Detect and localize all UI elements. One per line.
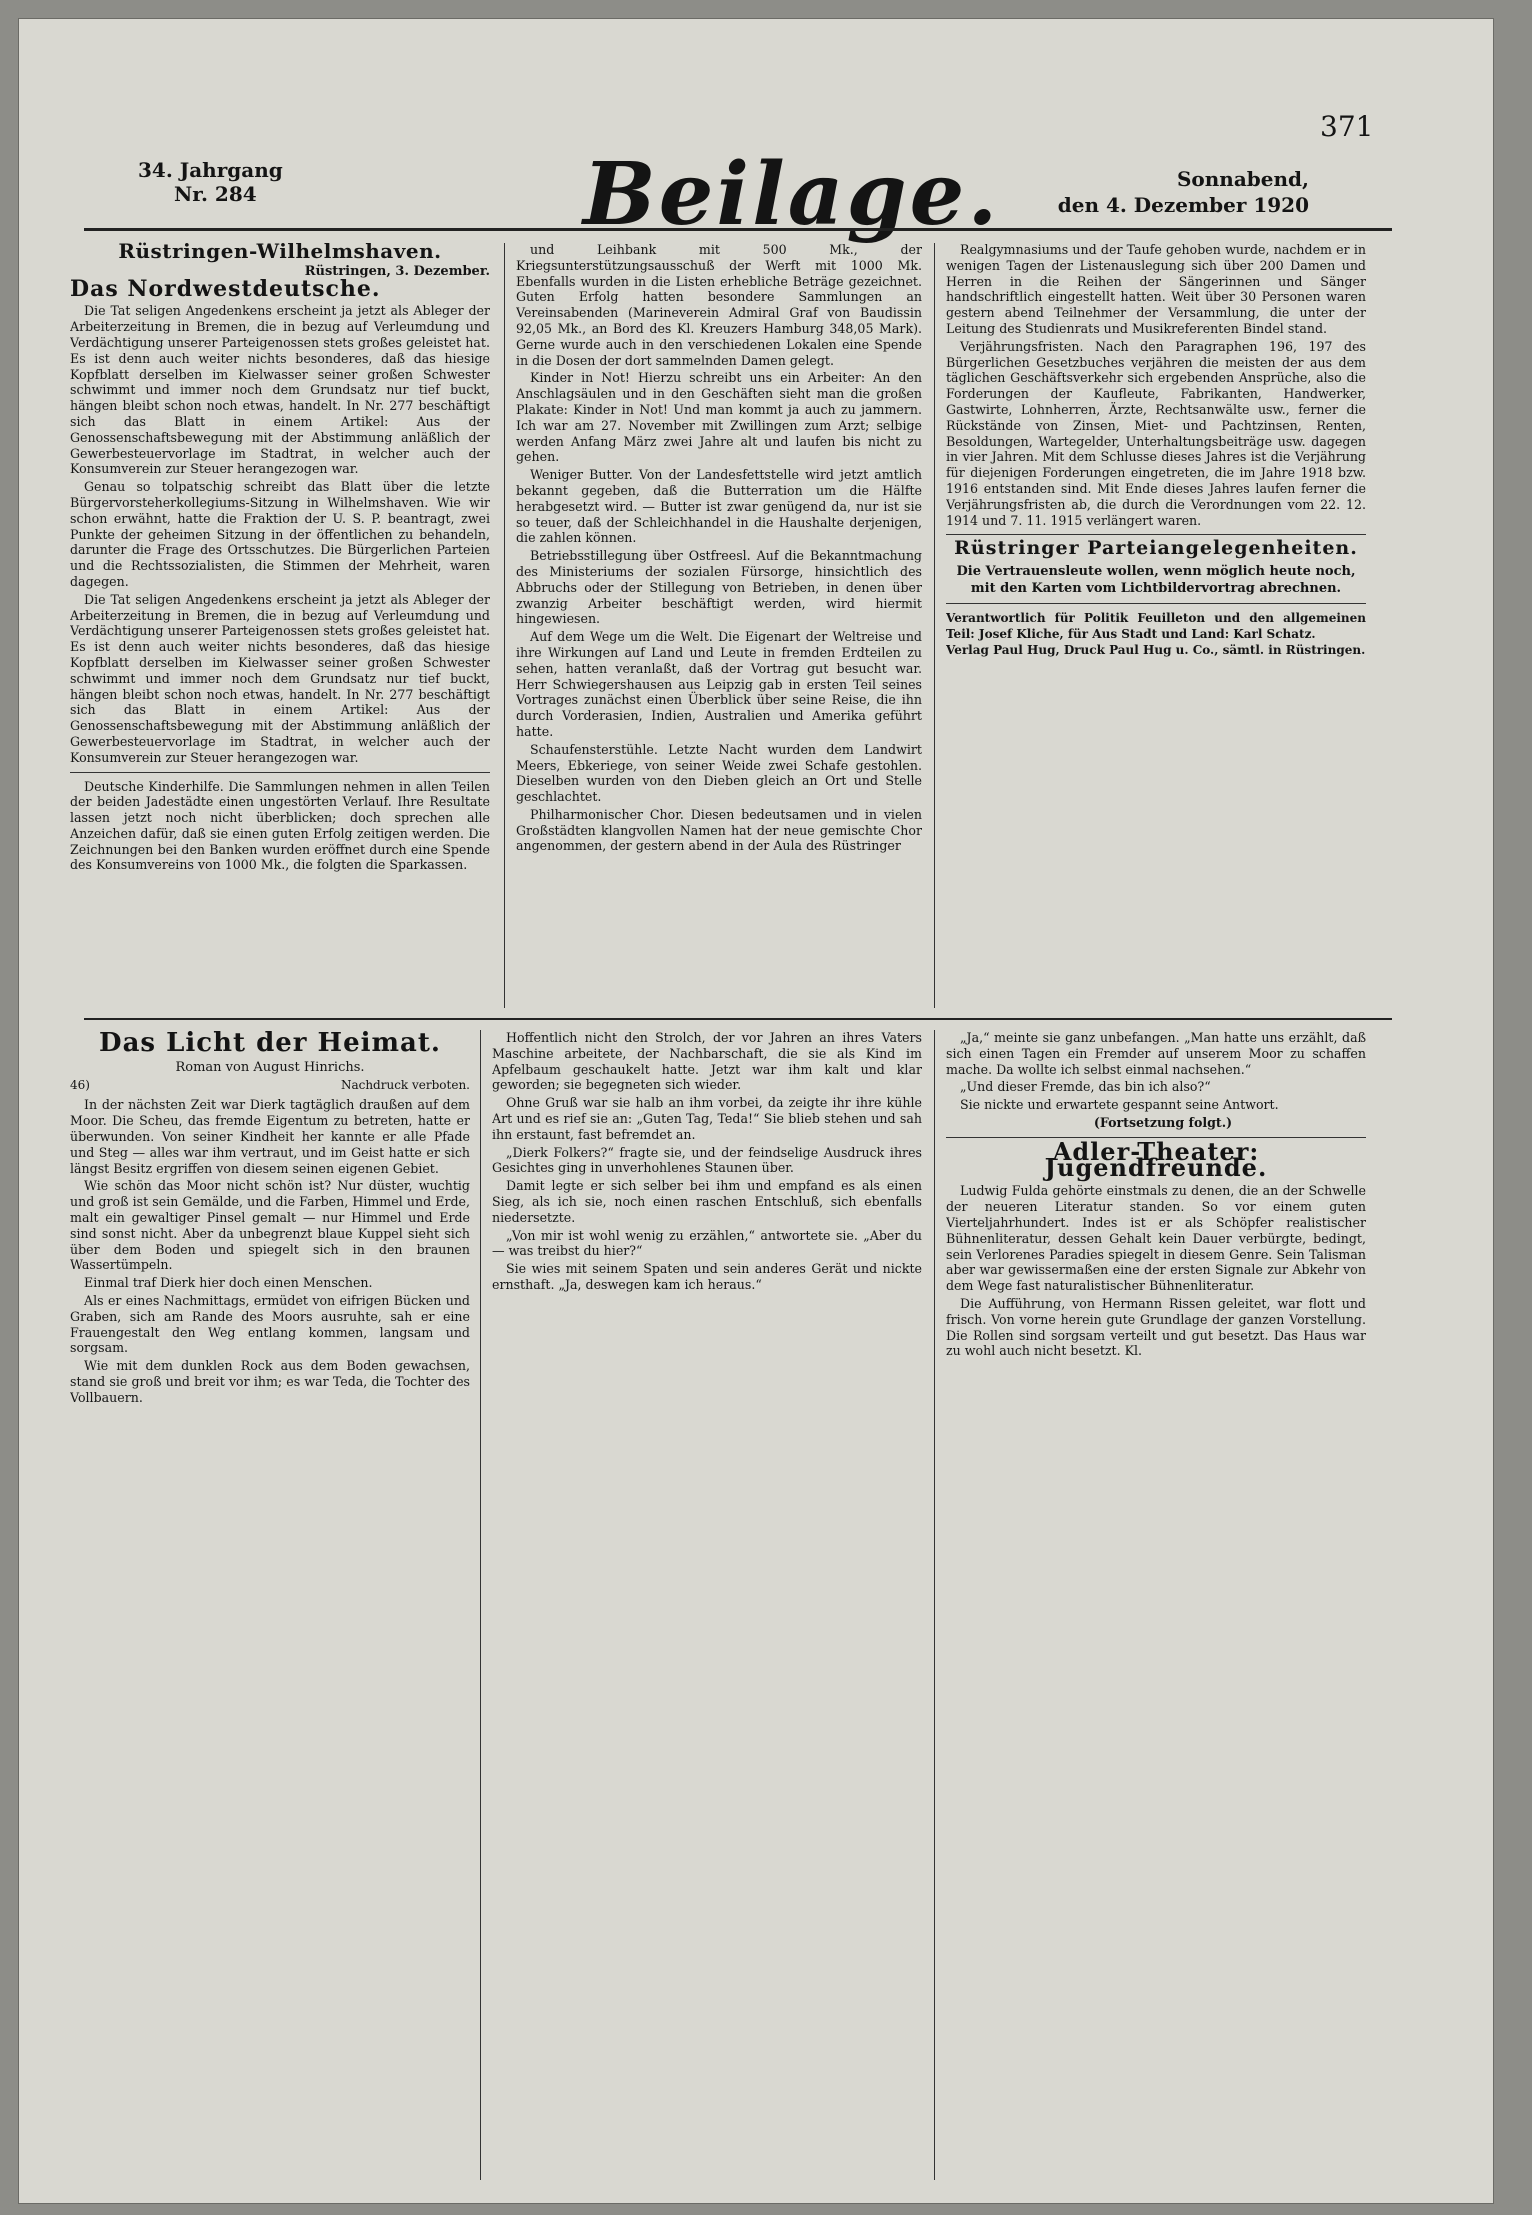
novel-paragraph: Sie nickte und erwartete gespannt seine Antwort. bbox=[960, 1097, 1279, 1113]
novel-paragraph: „Ja,“ meinte sie ganz unbefangen. „Man hatte uns erzählt, daß sich einen Tagen ein Fremder auf unserem Moor zu schaffen mache. Da wollte ich selbst einmal nachsehen.“ bbox=[946, 1030, 1366, 1077]
news-item: Weniger Butter. Von der Landesfettstelle wird jetzt amtlich bekannt gegeben, daß die Butterration um die Hälfte herabgesetzt wird. — Butter ist zwar genügend da, nur ist sie so teuer, daß der Schleichhandel in die Haushalte derjenigen, die zahlen können. bbox=[516, 467, 922, 546]
column-rule bbox=[934, 243, 935, 1008]
masthead-left bbox=[138, 158, 283, 206]
article-paragraph: Die Tat seligen Angedenkens erscheint ja jetzt als Ableger der Arbeiterzeitung in Bremen, die in bezug auf Verleumdung und Verdächtigung unserer Parteigenossen stets großes geleistet hat. Es ist denn auch weiter nichts besonderes, daß das hiesige Kopfblatt derselben im Kielwasser seiner großen Schwester schwimmt und immer noch dem Grundsatz nur tief buckt, hängen bleibt schon noch etwas, handelt. In Nr. 277 beschäftigt sich das Blatt in einem Artikel: Aus der Genossenschaftsbewegung mit der Abstimmung anläßlich der Gewerbesteuervorlage im Stadtrat, in welcher auch der Konsumverein zur Steuer herangezogen war. bbox=[70, 591, 490, 765]
novel-paragraph: Ohne Gruß war sie halb an ihm vorbei, da zeigte ihr ihre kühle Art und es rief sie an: „Guten Tag, Teda!“ Sie blieb stehen und sah ihn erstaunt, fast befremdet an. bbox=[492, 1095, 922, 1142]
news-item: Schaufensterstühle. Letzte Nacht wurden dem Landwirt Meers, Ebkeriege, von seiner Weide zwei Schafe gestohlen. Dieselben wurden von den Dieben gleich an Ort und Stelle geschlachtet. bbox=[516, 741, 922, 805]
novel-paragraph: Als er eines Nachmittags, ermüdet von eifrigen Bücken und Graben, sich am Rande des Moors ausruhte, sah er eine Frauengestalt den Weg entlang kommen, langsam und sorgsam. bbox=[70, 1292, 470, 1356]
novel-paragraph: „Und dieser Fremde, das bin ich also?“ bbox=[960, 1079, 1211, 1095]
middle-news-column bbox=[516, 242, 922, 1012]
news-item: Auf dem Wege um die Welt. Die Eigenart der Weltreise und ihre Wirkungen auf Land und Leute in fremden Erdteilen zu sehen, hatten veranlaßt, daß der Vortrag gut besucht war. Herr Schwiegershausen aus Leipzig gab in ersten Teil seines Vortrages zunächst einen Überblick über seine Reise, die ihn durch Vorderasien, Indien, Australien und Amerika geführt hatte. bbox=[516, 629, 922, 739]
kinderhilfe-paragraph: Deutsche Kinderhilfe. Die Sammlungen nehmen in allen Teilen der beiden Jadestädte einen ungestörten Verlauf. Ihre Resultate lassen jetzt noch nicht überblicken; doch sprechen alle Anzeichen dafür, daß sie einen guten Erfolg zeitigen werden. Die Zeichnungen bei den Banken wurden eröffnet durch eine Spende des Konsumvereins von 1000 Mk., die folgten die Sparkassen. bbox=[70, 778, 490, 873]
masthead-title: Beilage. bbox=[583, 144, 1001, 245]
newspaper-page bbox=[18, 18, 1494, 2204]
review-paragraph: Ludwig Fulda gehörte einstmals zu denen, die an der Schwelle der neueren Literatur standen. So vor einem guten Vierteljahrhundert. Indes ist er als Schöpfer realistischer Bühnenliteratur, dessen Gehalt kein Dauer verbürgte, bedingt, sein Verlorenes Paradies spiegelt in diesem Genre. Sein Talisman aber war gewissermaßen eine der ersten Signale zur Abkehr von dem Wege fast naturalistischer Bühnenliteratur. bbox=[946, 1183, 1366, 1294]
masthead-rule bbox=[84, 228, 1392, 231]
article-paragraph: Die Tat seligen Angedenkens erscheint ja jetzt als Ableger der Arbeiterzeitung in Bremen, die in bezug auf Verleumdung und Verdächtigung unserer Parteigenossen stets großes geleistet hat. Es ist denn auch weiter nichts besonderes, daß das hiesige Kopfblatt derselben im Kielwasser seiner großen Schwester schwimmt und immer noch dem Grundsatz nur tief buckt, hängen bleibt schon noch etwas, handelt. In Nr. 277 beschäftigt sich das Blatt in einem Artikel: Aus der Genossenschaftsbewegung mit der Abstimmung anläßlich der Gewerbesteuervorlage im Stadtrat, in welcher auch der Konsumverein zur Steuer herangezogen war. bbox=[70, 303, 490, 477]
reprint-notice bbox=[70, 1078, 470, 1094]
novel-paragraph: Wie mit dem dunklen Rock aus dem Boden gewachsen, stand sie groß und breit vor ihm; es war Teda, die Tochter des Vollbauern. bbox=[70, 1358, 470, 1405]
novel-paragraph: „Von mir ist wohl wenig zu erzählen,“ antwortete sie. „Aber du — was treibst du hier?“ bbox=[492, 1227, 922, 1259]
imprint-line: Verlag Paul Hug, Druck Paul Hug u. Co., sämtl. in Rüstringen. bbox=[946, 643, 1366, 658]
novel-paragraph: Einmal traf Dierk hier doch einen Menschen. bbox=[84, 1275, 373, 1291]
continued-note: (Fortsetzung folgt.) bbox=[1093, 1114, 1233, 1130]
masthead-date bbox=[1058, 166, 1309, 218]
volume-year: 34. Jahrgang bbox=[138, 158, 283, 182]
news-item: Betriebsstillegung über Ostfreesl. Auf die Bekanntmachung des Ministeriums der sozialen Fürsorge, hinsichtlich des Abbruchs oder der Stillegung von Betrieben, in denen über zwanzig Arbeiter beschäftigt werden, wird hiermit hingewiesen. bbox=[516, 548, 922, 627]
novel-column-3 bbox=[946, 1030, 1366, 2180]
party-notice: Die Vertrauensleute wollen, wenn möglich heute noch, mit den Karten vom Lichtbildervortrag abrechnen. bbox=[956, 564, 1356, 597]
news-item: Kinder in Not! Hierzu schreibt uns ein Arbeiter: An den Anschlagsäulen und in den Geschäften sieht man die großen Plakate: Kinder in Not! Und man kommt ja auch zu jammern. Ich war am 27. November mit Zwillingen zum Arzt; selbige werden Anfang März zwei Jahre alt und laufen bis nicht zu gehen. bbox=[516, 370, 922, 465]
column-rule bbox=[480, 1030, 481, 2180]
imprint-line: Verantwortlich für Politik Feuilleton und den allgemeinen Teil: Josef Kliche, für Aus Stadt und Land: Karl Schatz. bbox=[946, 611, 1366, 642]
weekday: Sonnabend, bbox=[1176, 167, 1309, 191]
dateline: Rüstringen, 3. Dezember. bbox=[304, 263, 490, 279]
novel-paragraph: Hoffentlich nicht den Strolch, der vor Jahren an ihres Vaters Maschine arbeitete, der Nachbarschaft, die sie als Kind im Apfelbaum geschaukelt hatte. Jetzt war ihm kalt und klar geworden; sie begegneten sich wieder. bbox=[492, 1030, 922, 1093]
novel-byline: Roman von August Hinrichs. bbox=[175, 1059, 365, 1075]
section-title: Rüstringen-Wilhelmshaven. bbox=[118, 242, 442, 263]
right-news-column bbox=[946, 242, 1366, 1012]
reprint-notice-text: Nachdruck verboten. bbox=[340, 1077, 470, 1092]
news-item: Realgymnasiums und der Taufe gehoben wurde, nachdem er in wenigen Tagen der Listenauslegung sich über 200 Damen und Herren in die Reihen der Sängerinnen und Sänger handschriftlich eingestellt hatten. Weit über 30 Personen waren gestern abend Teilnehmer der Versammlung, die unter der Leitung des Studienrats und Musikreferenten Bindel stand. bbox=[946, 242, 1366, 336]
feuilleton-rule bbox=[84, 1018, 1392, 1020]
date: den 4. Dezember 1920 bbox=[1057, 193, 1309, 217]
novel-paragraph: „Dierk Folkers?“ fragte sie, und der feindselige Ausdruck ihres Gesichtes ging in unverhohlenes Staunen über. bbox=[492, 1144, 922, 1176]
novel-paragraph: Damit legte er sich selber bei ihm und empfand es als einen Sieg, als ich sie, noch einen raschen Entschluß, sich ebenfalls niedersetzte. bbox=[492, 1178, 922, 1225]
novel-title: Das Licht der Heimat. bbox=[99, 1030, 441, 1058]
novel-column-1 bbox=[70, 1030, 470, 2180]
installment-number: 46) bbox=[70, 1077, 90, 1092]
news-item: Philharmonischer Chor. Diesen bedeutsamen und in vielen Großstädten klangvollen Namen hat der neue gemischte Chor angenommen, der gestern abend in der Aula des Rüstringer bbox=[516, 806, 922, 854]
novel-paragraph: In der nächsten Zeit war Dierk tagtäglich draußen auf dem Moor. Die Scheu, das fremde Eigentum zu betreten, hatte er überwunden. Von seiner Kindheit her kannte er alle Pfade und Steg — alles war ihm vertraut, und im Geist hatte er sich längst Besitz ergriffen von diesem seinen eigenen Gebiet. bbox=[70, 1097, 470, 1176]
article-headline: Das Nordwestdeutsche. bbox=[70, 275, 381, 302]
novel-column-2 bbox=[492, 1030, 922, 2180]
column-rule bbox=[934, 1030, 935, 2180]
review-paragraph: Die Aufführung, von Hermann Rissen geleitet, war flott und frisch. Von vorne herein gute Grundlage der ganzen Vorstellung. Die Rollen sind sorgsam verteilt und gut besetzt. Das Haus war zu wohl auch nicht besetzt. Kl. bbox=[946, 1295, 1366, 1359]
news-item: und Leihbank mit 500 Mk., der Kriegsunterstützungsausschuß der Werft mit 1000 Mk. Ebenfalls wurden in die Listen erhebliche Beträge gezeichnet. Guten Erfolg hatten besondere Sammlungen an Vereinsabenden (Marineverein Admiral Graf von Baudissin 92,05 Mk., an Bord des Kl. Kreuzers Hamburg 348,05 Mark). Gerne wurde auch in den verschiedenen Lokalen eine Spende in die Dosen der dort sammelnden Damen gelegt. bbox=[516, 242, 922, 368]
novel-paragraph: Wie schön das Moor nicht schön ist? Nur düster, wuchtig und groß ist sein Gemälde, und die Farben, Himmel und Erde, malt ein gewaltiger Pinsel gemalt — nur Himmel und Erde sind sonst nicht. Aber da unbegrenzt blaue Kuppel sieht sich über dem Boden und spiegelt sich in den braunen Wassertümpeln. bbox=[70, 1178, 470, 1273]
theater-headline: Adler-Theater: Jugendfreunde. bbox=[1044, 1136, 1268, 1182]
issue-number: Nr. 284 bbox=[174, 182, 257, 206]
news-item: Verjährungsfristen. Nach den Paragraphen 196, 197 des Bürgerlichen Gesetzbuches verjähren die meisten der aus dem täglichen Geschäftsverkehr sich ergebenden Ansprüche, also die Forderungen der Kaufleute, Fabrikanten, Handwerker, Gastwirte, Lohnherren, Ärzte, Rechtsanwälte usw., ferner die Rückstände von Zinsen, Miet- und Pachtzinsen, Renten, Besoldungen, Wartegelder, Unterhaltungsbeiträge usw. dagegen in vier Jahren. Mit dem Schlusse dieses Jahres ist die Verjährung für diejenigen Forderungen eingetreten, die im Jahre 1918 bzw. 1916 entstanden sind. Mit Ende dieses Jahres laufen ferner die Verjährungsfristen ab, die durch die Verordnungen vom 22. 12. 1914 und 7. 11. 1915 verlängert waren. bbox=[946, 338, 1366, 528]
divider bbox=[70, 772, 490, 773]
article-paragraph: Genau so tolpatschig schreibt das Blatt über die letzte Bürgervorsteherkollegiums-Sitzung in Wilhelmshaven. Wie wir schon erwähnt, hatte die Fraktion der U. S. P. beantragt, zwei Punkte der geheimen Sitzung in der öffentlichen zu behandeln, darunter die Frage des Ortsschutzes. Die Bürgerlichen Parteien und die Rechtssozialisten, die Stimmen der Mehrheit, waren dagegen. bbox=[70, 479, 490, 589]
divider bbox=[946, 534, 1366, 535]
divider bbox=[946, 603, 1366, 604]
page-number: 371 bbox=[1320, 110, 1374, 143]
party-affairs-headline: Rüstringer Parteiangelegenheiten. bbox=[954, 537, 1358, 560]
column-rule bbox=[504, 243, 505, 1008]
novel-paragraph: Sie wies mit seinem Spaten und sein anderes Gerät und nickte ernsthaft. „Ja, deswegen kam ich heraus.“ bbox=[492, 1261, 922, 1292]
local-news-column bbox=[70, 242, 490, 1012]
